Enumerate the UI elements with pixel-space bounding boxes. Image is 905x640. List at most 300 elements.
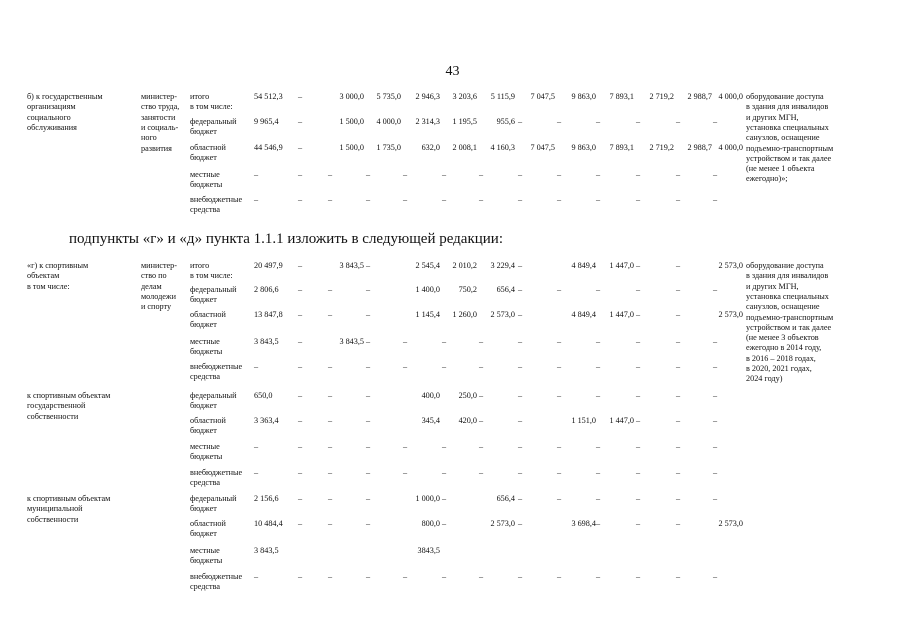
note-line: оборудование доступа bbox=[746, 261, 824, 270]
funding-source: бюджеты bbox=[190, 180, 223, 190]
cell-value: 1 447,0 bbox=[609, 310, 634, 319]
executor-line: делам bbox=[141, 281, 162, 291]
cell-value: – bbox=[676, 572, 681, 581]
cell-value: – bbox=[518, 391, 523, 400]
note-line: ежегодно в 2014 году, bbox=[746, 343, 822, 353]
cell-value: – bbox=[298, 362, 303, 371]
cell-value: – bbox=[403, 195, 408, 204]
cell-value: 2 988,7 bbox=[687, 143, 712, 152]
cell-value: 4 849,4 bbox=[571, 261, 596, 270]
cell-value: 1 260,0 bbox=[452, 310, 477, 319]
cell-value: – bbox=[254, 195, 259, 204]
cell-value: 4 000,0 bbox=[718, 92, 743, 101]
cell-value: – bbox=[366, 195, 371, 204]
cell-value: 2 156,6 bbox=[254, 494, 279, 503]
cell-value: – bbox=[366, 261, 371, 270]
cell-value: – bbox=[442, 468, 447, 477]
cell-value: – bbox=[713, 391, 718, 400]
note-line: оборудование доступа bbox=[746, 92, 824, 101]
cell-value: 955,6 bbox=[496, 117, 515, 126]
cell-value: – bbox=[298, 285, 303, 294]
cell-value: 2 573,0 bbox=[718, 519, 743, 528]
cell-value: – bbox=[366, 494, 371, 503]
cell-value: – bbox=[479, 362, 484, 371]
cell-value: – bbox=[518, 195, 523, 204]
cell-value: 13 847,8 bbox=[254, 310, 283, 319]
cell-value: – bbox=[403, 442, 408, 451]
cell-value: – bbox=[518, 519, 523, 528]
cell-value: – bbox=[518, 285, 523, 294]
cell-value: – bbox=[676, 261, 681, 270]
cell-value: 20 497,9 bbox=[254, 261, 283, 270]
funding-source: в том числе: bbox=[190, 102, 233, 112]
cell-value: – bbox=[479, 170, 484, 179]
note-line: устройством и так далее bbox=[746, 153, 832, 163]
cell-value: – bbox=[328, 572, 333, 581]
cell-value: – bbox=[479, 416, 484, 425]
cell-value: – bbox=[328, 170, 333, 179]
funding-source: бюджет bbox=[190, 426, 217, 436]
funding-source: областной bbox=[190, 519, 226, 528]
note-line: санузлов, оснащение bbox=[746, 302, 820, 312]
cell-value: – bbox=[557, 391, 562, 400]
cell-value: 3 698,4 bbox=[571, 519, 596, 528]
cell-value: – bbox=[636, 310, 641, 319]
note-line: подъемно-транспортным bbox=[746, 312, 834, 322]
cell-value: 2 545,4 bbox=[415, 261, 440, 270]
cell-value: – bbox=[676, 519, 681, 528]
cell-value: 1 500,0 bbox=[339, 143, 364, 152]
cell-value: – bbox=[328, 391, 333, 400]
cell-value: – bbox=[676, 391, 681, 400]
note-line: санузлов, оснащение bbox=[746, 133, 820, 143]
cell-value: 9 863,0 bbox=[571, 143, 596, 152]
cell-value: – bbox=[636, 362, 641, 371]
cell-value: 2 573,0 bbox=[490, 310, 515, 319]
funding-source: бюджеты bbox=[190, 452, 223, 462]
cell-value: – bbox=[479, 195, 484, 204]
section-title-line: к спортивным объектам bbox=[27, 391, 111, 400]
cell-value: – bbox=[298, 391, 303, 400]
cell-value: – bbox=[479, 337, 484, 346]
cell-value: – bbox=[557, 572, 562, 581]
cell-value: – bbox=[366, 416, 371, 425]
cell-value: – bbox=[676, 494, 681, 503]
cell-value: – bbox=[713, 285, 718, 294]
cell-value: – bbox=[636, 468, 641, 477]
funding-source: внебюджетные bbox=[190, 362, 243, 371]
cell-value: – bbox=[636, 391, 641, 400]
cell-value: – bbox=[328, 494, 333, 503]
cell-value: – bbox=[518, 337, 523, 346]
cell-value: 5 735,0 bbox=[376, 92, 401, 101]
cell-value: – bbox=[403, 362, 408, 371]
cell-value: – bbox=[298, 195, 303, 204]
cell-value: – bbox=[328, 519, 333, 528]
cell-value: 2 010,2 bbox=[452, 261, 477, 270]
amendment-instruction: подпункты «г» и «д» пункта 1.1.1 изложить в следующей редакции: bbox=[69, 231, 504, 247]
page-number: 43 bbox=[445, 64, 460, 79]
cell-value: – bbox=[713, 468, 718, 477]
funding-source: федеральный bbox=[190, 494, 237, 503]
cell-value: 2 719,2 bbox=[649, 143, 674, 152]
cell-value: – bbox=[636, 261, 641, 270]
cell-value: – bbox=[636, 117, 641, 126]
cell-value: 4 160,3 bbox=[490, 143, 515, 152]
cell-value: 7 893,1 bbox=[609, 143, 634, 152]
cell-value: – bbox=[366, 572, 371, 581]
cell-value: – bbox=[298, 494, 303, 503]
funding-source: областной bbox=[190, 143, 226, 152]
cell-value: 400,0 bbox=[421, 391, 440, 400]
cell-value: 800,0 bbox=[421, 519, 440, 528]
cell-value: – bbox=[596, 519, 601, 528]
executor-line: и социаль- bbox=[141, 122, 179, 132]
cell-value: – bbox=[636, 416, 641, 425]
cell-value: 3 843,5 bbox=[339, 261, 364, 270]
executor-line: ного bbox=[141, 133, 157, 143]
cell-value: 3 363,4 bbox=[254, 416, 279, 425]
cell-value: – bbox=[442, 442, 447, 451]
cell-value: – bbox=[636, 572, 641, 581]
cell-value: 345,4 bbox=[421, 416, 440, 425]
cell-value: – bbox=[403, 337, 408, 346]
cell-value: – bbox=[676, 195, 681, 204]
note-line: и других МГН, bbox=[746, 112, 799, 122]
section-title-line: собственности bbox=[27, 514, 79, 524]
cell-value: – bbox=[676, 468, 681, 477]
cell-value: – bbox=[676, 442, 681, 451]
executor-line: ство по bbox=[141, 271, 167, 281]
cell-value: 1 195,5 bbox=[452, 117, 477, 126]
cell-value: – bbox=[298, 468, 303, 477]
cell-value: – bbox=[713, 170, 718, 179]
cell-value: – bbox=[442, 519, 447, 528]
cell-value: – bbox=[596, 362, 601, 371]
section-title-line: в том числе: bbox=[27, 281, 70, 291]
funding-source: в том числе: bbox=[190, 271, 233, 281]
funding-source: внебюджетные bbox=[190, 195, 243, 204]
cell-value: 1 000,0 bbox=[415, 494, 440, 503]
cell-value: – bbox=[518, 170, 523, 179]
cell-value: 3 843,5 bbox=[339, 337, 364, 346]
funding-source: бюджет bbox=[190, 295, 217, 305]
cell-value: – bbox=[518, 362, 523, 371]
cell-value: – bbox=[366, 170, 371, 179]
funding-source: итого bbox=[190, 92, 210, 101]
cell-value: – bbox=[298, 519, 303, 528]
funding-source: местные bbox=[190, 546, 220, 555]
funding-source: внебюджетные bbox=[190, 468, 243, 477]
cell-value: – bbox=[596, 170, 601, 179]
funding-source: бюджеты bbox=[190, 347, 223, 357]
cell-value: – bbox=[713, 362, 718, 371]
cell-value: – bbox=[298, 261, 303, 270]
cell-value: – bbox=[403, 170, 408, 179]
cell-value: – bbox=[713, 442, 718, 451]
cell-value: 250,0 bbox=[458, 391, 477, 400]
cell-value: – bbox=[676, 170, 681, 179]
cell-value: 1 735,0 bbox=[376, 143, 401, 152]
cell-value: 1 447,0 bbox=[609, 416, 634, 425]
cell-value: – bbox=[557, 117, 562, 126]
executor-line: молодежи bbox=[141, 291, 176, 301]
cell-value: 44 546,9 bbox=[254, 143, 283, 152]
section-title-line: социального bbox=[27, 112, 71, 122]
note-line: ежегодно)»; bbox=[746, 174, 788, 184]
cell-value: – bbox=[298, 442, 303, 451]
cell-value: 632,0 bbox=[421, 143, 440, 152]
cell-value: 10 484,4 bbox=[254, 519, 283, 528]
executor-line: занятости bbox=[141, 112, 176, 122]
funding-source: бюджеты bbox=[190, 556, 223, 566]
cell-value: – bbox=[636, 519, 641, 528]
funding-source: федеральный bbox=[190, 285, 237, 294]
cell-value: – bbox=[518, 416, 523, 425]
cell-value: 4 000,0 bbox=[376, 117, 401, 126]
funding-source: бюджет bbox=[190, 127, 217, 137]
cell-value: – bbox=[557, 170, 562, 179]
cell-value: 1 145,4 bbox=[415, 310, 440, 319]
cell-value: – bbox=[403, 572, 408, 581]
cell-value: – bbox=[557, 442, 562, 451]
note-line: и других МГН, bbox=[746, 281, 799, 291]
note-line: (не менее 3 объектов bbox=[746, 333, 819, 343]
cell-value: – bbox=[518, 310, 523, 319]
cell-value: – bbox=[518, 468, 523, 477]
cell-value: – bbox=[254, 442, 259, 451]
section-title-line: организациям bbox=[27, 102, 76, 112]
cell-value: – bbox=[298, 143, 303, 152]
cell-value: 1 400,0 bbox=[415, 285, 440, 294]
section-title-line: государственной bbox=[27, 401, 86, 411]
funding-source: средства bbox=[190, 582, 221, 592]
note-line: 2024 году) bbox=[746, 374, 783, 384]
cell-value: – bbox=[442, 170, 447, 179]
cell-value: 2 314,3 bbox=[415, 117, 440, 126]
note-line: подъемно-транспортным bbox=[746, 143, 834, 153]
funding-source: федеральный bbox=[190, 117, 237, 126]
section-title-line: муниципальной bbox=[27, 504, 83, 514]
cell-value: – bbox=[676, 117, 681, 126]
note-line: устройством и так далее bbox=[746, 322, 832, 332]
cell-value: 2 988,7 bbox=[687, 92, 712, 101]
cell-value: 9 863,0 bbox=[571, 92, 596, 101]
cell-value: 1 500,0 bbox=[339, 117, 364, 126]
section-title-line: «г) к спортивным bbox=[27, 261, 89, 270]
cell-value: 7 893,1 bbox=[609, 92, 634, 101]
cell-value: – bbox=[298, 170, 303, 179]
executor-line: и спорту bbox=[141, 302, 172, 312]
cell-value: – bbox=[298, 337, 303, 346]
cell-value: – bbox=[596, 572, 601, 581]
note-line: установка специальных bbox=[746, 291, 829, 301]
note-line: в 2016 – 2018 годах, bbox=[746, 353, 816, 363]
cell-value: – bbox=[557, 337, 562, 346]
cell-value: 2 806,6 bbox=[254, 285, 279, 294]
cell-value: – bbox=[442, 195, 447, 204]
cell-value: – bbox=[328, 195, 333, 204]
cell-value: – bbox=[636, 195, 641, 204]
funding-source: местные bbox=[190, 337, 220, 346]
cell-value: – bbox=[518, 572, 523, 581]
cell-value: – bbox=[366, 285, 371, 294]
cell-value: – bbox=[596, 468, 601, 477]
funding-source: бюджет bbox=[190, 504, 217, 514]
funding-source: средства bbox=[190, 372, 221, 382]
cell-value: – bbox=[596, 442, 601, 451]
cell-value: – bbox=[518, 261, 523, 270]
cell-value: – bbox=[518, 117, 523, 126]
cell-value: – bbox=[298, 310, 303, 319]
cell-value: 2 946,3 bbox=[415, 92, 440, 101]
note-line: (не менее 1 объекта bbox=[746, 164, 815, 174]
funding-source: федеральный bbox=[190, 391, 237, 400]
funding-source: бюджет bbox=[190, 320, 217, 330]
cell-value: – bbox=[442, 337, 447, 346]
cell-value: – bbox=[713, 572, 718, 581]
cell-value: – bbox=[442, 572, 447, 581]
funding-source: средства bbox=[190, 205, 221, 215]
section-title-line: б) к государственным bbox=[27, 92, 103, 101]
cell-value: – bbox=[442, 362, 447, 371]
cell-value: 3 843,5 bbox=[254, 337, 279, 346]
cell-value: – bbox=[713, 117, 718, 126]
cell-value: – bbox=[366, 310, 371, 319]
cell-value: – bbox=[636, 337, 641, 346]
cell-value: 3 203,6 bbox=[452, 92, 477, 101]
cell-value: 420,0 bbox=[458, 416, 477, 425]
cell-value: – bbox=[254, 362, 259, 371]
cell-value: 3 000,0 bbox=[339, 92, 364, 101]
cell-value: – bbox=[298, 572, 303, 581]
cell-value: 54 512,3 bbox=[254, 92, 283, 101]
cell-value: 4 849,4 bbox=[571, 310, 596, 319]
funding-source: внебюджетные bbox=[190, 572, 243, 581]
cell-value: 2 573,0 bbox=[718, 261, 743, 270]
cell-value: – bbox=[596, 337, 601, 346]
cell-value: – bbox=[254, 468, 259, 477]
cell-value: – bbox=[328, 310, 333, 319]
cell-value: 5 115,9 bbox=[490, 92, 515, 101]
cell-value: – bbox=[518, 494, 523, 503]
cell-value: – bbox=[596, 117, 601, 126]
cell-value: 650,0 bbox=[254, 391, 273, 400]
cell-value: 656,4 bbox=[496, 285, 515, 294]
note-line: в здания для инвалидов bbox=[746, 102, 829, 112]
executor-line: министер- bbox=[141, 92, 177, 101]
cell-value: 2 719,2 bbox=[649, 92, 674, 101]
section-title-line: к спортивным объектам bbox=[27, 494, 111, 503]
cell-value: – bbox=[636, 170, 641, 179]
cell-value: – bbox=[713, 416, 718, 425]
cell-value: 3 843,5 bbox=[254, 546, 279, 555]
cell-value: 7 047,5 bbox=[530, 143, 555, 152]
cell-value: – bbox=[479, 391, 484, 400]
funding-source: бюджет bbox=[190, 153, 217, 163]
cell-value: – bbox=[636, 285, 641, 294]
cell-value: – bbox=[713, 337, 718, 346]
cell-value: – bbox=[328, 442, 333, 451]
cell-value: – bbox=[676, 285, 681, 294]
cell-value: – bbox=[557, 468, 562, 477]
cell-value: – bbox=[713, 195, 718, 204]
cell-value: 656,4 bbox=[496, 494, 515, 503]
cell-value: 9 965,4 bbox=[254, 117, 279, 126]
cell-value: – bbox=[254, 170, 259, 179]
cell-value: – bbox=[479, 572, 484, 581]
cell-value: – bbox=[518, 442, 523, 451]
cell-value: – bbox=[366, 519, 371, 528]
section-title-line: объектам bbox=[27, 271, 60, 281]
cell-value: – bbox=[636, 494, 641, 503]
cell-value: – bbox=[596, 494, 601, 503]
funding-source: бюджет bbox=[190, 529, 217, 539]
cell-value: – bbox=[596, 285, 601, 294]
cell-value: 2 008,1 bbox=[452, 143, 477, 152]
funding-source: итого bbox=[190, 261, 210, 270]
cell-value: – bbox=[328, 416, 333, 425]
section-title-line: обслуживания bbox=[27, 122, 77, 132]
cell-value: – bbox=[298, 117, 303, 126]
cell-value: – bbox=[366, 391, 371, 400]
cell-value: – bbox=[596, 195, 601, 204]
funding-source: местные bbox=[190, 442, 220, 451]
cell-value: – bbox=[366, 362, 371, 371]
cell-value: – bbox=[479, 468, 484, 477]
cell-value: – bbox=[676, 310, 681, 319]
cell-value: – bbox=[328, 468, 333, 477]
cell-value: – bbox=[596, 391, 601, 400]
cell-value: – bbox=[442, 494, 447, 503]
executor-line: развития bbox=[141, 143, 172, 153]
cell-value: – bbox=[676, 416, 681, 425]
cell-value: – bbox=[298, 416, 303, 425]
cell-value: – bbox=[676, 362, 681, 371]
cell-value: 1 151,0 bbox=[571, 416, 596, 425]
cell-value: – bbox=[557, 195, 562, 204]
cell-value: – bbox=[557, 494, 562, 503]
note-line: в 2020, 2021 годах, bbox=[746, 364, 812, 373]
cell-value: 3 229,4 bbox=[490, 261, 515, 270]
executor-line: министер- bbox=[141, 261, 177, 270]
cell-value: – bbox=[366, 468, 371, 477]
section-title-line: собственности bbox=[27, 411, 79, 421]
cell-value: – bbox=[713, 494, 718, 503]
funding-source: средства bbox=[190, 478, 221, 488]
cell-value: – bbox=[636, 442, 641, 451]
cell-value: – bbox=[254, 572, 259, 581]
funding-source: областной bbox=[190, 416, 226, 425]
cell-value: 7 047,5 bbox=[530, 92, 555, 101]
cell-value: – bbox=[676, 337, 681, 346]
cell-value: – bbox=[403, 468, 408, 477]
cell-value: – bbox=[366, 442, 371, 451]
cell-value: 3843,5 bbox=[417, 546, 440, 555]
cell-value: 1 447,0 bbox=[609, 261, 634, 270]
cell-value: 2 573,0 bbox=[490, 519, 515, 528]
cell-value: – bbox=[298, 92, 303, 101]
cell-value: 2 573,0 bbox=[718, 310, 743, 319]
cell-value: 4 000,0 bbox=[718, 143, 743, 152]
funding-source: местные bbox=[190, 170, 220, 179]
cell-value: – bbox=[557, 285, 562, 294]
cell-value: – bbox=[328, 362, 333, 371]
funding-source: областной bbox=[190, 310, 226, 319]
cell-value: 750,2 bbox=[458, 285, 477, 294]
cell-value: – bbox=[557, 362, 562, 371]
note-line: установка специальных bbox=[746, 122, 829, 132]
